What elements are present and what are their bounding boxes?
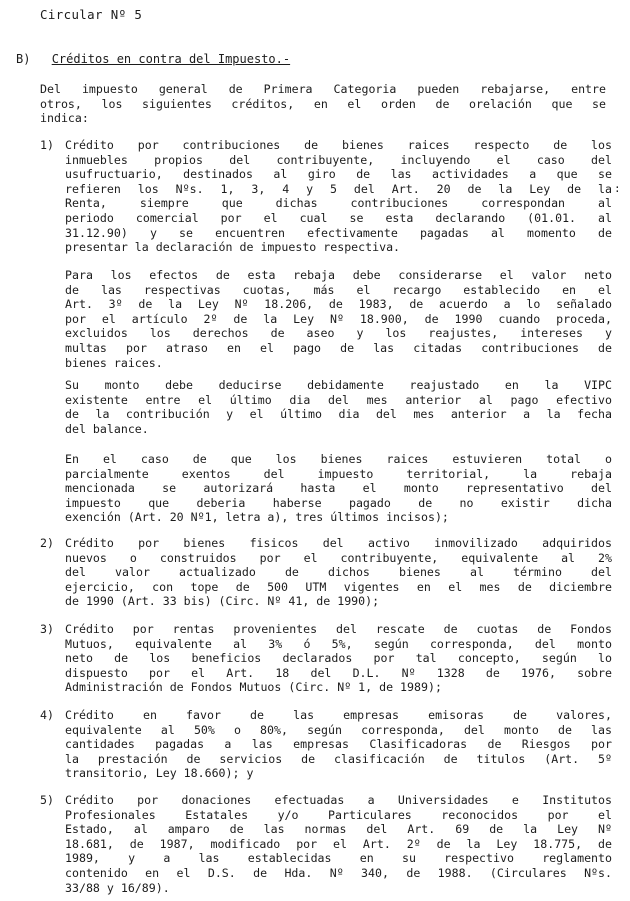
item-paragraph [65, 452, 612, 525]
item-number: 3) [40, 622, 54, 636]
text-line: Del impuesto general de Primera Categoria pueden rebajarse, entre [40, 82, 606, 96]
text-line: Profesionales Estatales y/o Particulares reconocidos por el [65, 807, 612, 822]
text-line: existente entre el último dia del mes anterior al pago efectivo [65, 392, 612, 407]
text-line: Para los efectos de esta rebaja debe considerarse el valor neto [65, 268, 612, 282]
text-line: periodo comercial por el cual se esta declarando (01.01. al [65, 210, 612, 225]
text-line: contenido en el D.S. de Hda. Nº 340, de 1988. (Circulares Nºs. [65, 865, 612, 880]
text-line: parcialmente exentos del impuesto territorial, la rebaja [65, 466, 612, 481]
text-line: 18.681, de 1987, modificado por el Art. 2º de la Ley 18.775, de [65, 836, 612, 851]
text-line: de 1990 (Art. 33 bis) (Circ. Nº 41, de 1990); [65, 594, 380, 609]
text-line: excluidos los derechos de aseo y los reajustes, intereses y [65, 326, 612, 341]
text-line: de las respectivas cuotas, más el recargo establecido en el [65, 282, 612, 297]
text-line: Su monto debe deducirse debidamente reajustado en la VIPC [65, 378, 612, 392]
item-number: 1) [40, 138, 54, 152]
item-paragraph [65, 536, 612, 609]
text-line: Crédito por rentas provenientes del rescate de cuotas de Fondos [65, 622, 612, 636]
text-line: cantidades pagadas a las empresas Clasificadoras de Riesgos por [65, 737, 612, 752]
item-number: 5) [40, 793, 54, 807]
text-line: Art. 3º de la Ley Nº 18.206, de 1983, de acuerdo a lo señalado [65, 297, 612, 312]
text-line: En el caso de que los bienes raices estuvieren total o [65, 452, 612, 466]
text-line: bienes raices. [65, 355, 163, 370]
text-line: Mutuos, equivalente al 3% ó 5%, según corresponda, del monto [65, 636, 612, 651]
text-line: 1989, y a las establecidas en su respectivo reglamento [65, 851, 612, 866]
text-line: refieren los Nºs. 1, 3, 4 y 5 del Art. 20 de la Ley de la [65, 181, 612, 196]
text-line: transitorio, Ley 18.660); y [65, 766, 254, 781]
text-line: presentar la declaración de impuesto respectiva. [65, 240, 401, 255]
text-line: nuevos o construidos por el contribuyente, equivalente al 2% [65, 550, 612, 565]
item-paragraph [65, 622, 612, 695]
item-paragraph [65, 378, 612, 436]
text-line: neto de los beneficios declarados por tal concepto, según lo [65, 651, 612, 666]
item-paragraph [65, 793, 612, 895]
circular-header: Circular Nº 5 [40, 7, 143, 22]
text-line: 31.12.90) y se encuentren efectivamente pagadas al momento de [65, 225, 612, 240]
text-line: equivalente al 50% o 80%, según corresponda, del monto de las [65, 722, 612, 737]
text-line: impuesto que deberia haberse pagado de no existir dicha [65, 495, 612, 510]
text-line: Crédito por donaciones efectuadas a Universidades e Institutos [65, 793, 612, 807]
text-line: 33/88 y 16/89). [65, 880, 170, 895]
text-line: Administración de Fondos Mutuos (Circ. Nº 1, de 1989); [65, 680, 442, 695]
item-paragraph [65, 138, 612, 255]
text-line: exención (Art. 20 Nº1, letra a), tres últimos incisos); [65, 510, 449, 525]
text-line: indica: [40, 111, 89, 126]
text-line: Crédito por bienes fisicos del activo inmovilizado adquiridos [65, 536, 612, 550]
item-number: 2) [40, 536, 54, 550]
text-line: Crédito en favor de las empresas emisoras de valores, [65, 708, 612, 722]
item-number: 4) [40, 708, 54, 722]
margin-mark: : [614, 182, 621, 195]
section-title: Créditos en contra del Impuesto.- [51, 52, 291, 66]
item-paragraph [65, 268, 612, 370]
text-line: la prestación de servicios de clasificación de titulos (Art. 5º [65, 751, 612, 766]
text-line: por el artículo 2º de la Ley Nº 18.900, de 1990 cuando proceda, [65, 311, 612, 326]
text-line: ejercicio, con tope de 500 UTM vigentes en el mes de diciembre [65, 579, 612, 594]
text-line: mencionada se autorizará hasta el monto representativo del [65, 481, 612, 496]
text-line: usufructuario, destinados al giro de las actividades a que se [65, 167, 612, 182]
text-line: otros, los siguientes créditos, en el orden de orelación que se [40, 96, 606, 111]
section-heading [16, 52, 290, 67]
text-line: multas por atraso en el pago de las citadas contribuciones de [65, 340, 612, 355]
text-line: Renta, siempre que dichas contribuciones correspondan al [65, 196, 612, 211]
text-line: Crédito por contribuciones de bienes raices respecto de los [65, 138, 612, 152]
item-paragraph [65, 708, 612, 781]
text-line: inmuebles propios del contribuyente, incluyendo el caso del [65, 152, 612, 167]
text-line: dispuesto por el Art. 18 del D.L. Nº 1328 de 1976, sobre [65, 665, 612, 680]
text-line: del balance. [65, 421, 149, 436]
intro-paragraph [40, 82, 606, 126]
text-line: del valor actualizado de dichos bienes al término del [65, 565, 612, 580]
text-line: Estado, al amparo de las normas del Art. 69 de la Ley Nº [65, 822, 612, 837]
text-line: de la contribución y el último dia del mes anterior a la fecha [65, 407, 612, 422]
section-letter: B) [16, 52, 31, 66]
